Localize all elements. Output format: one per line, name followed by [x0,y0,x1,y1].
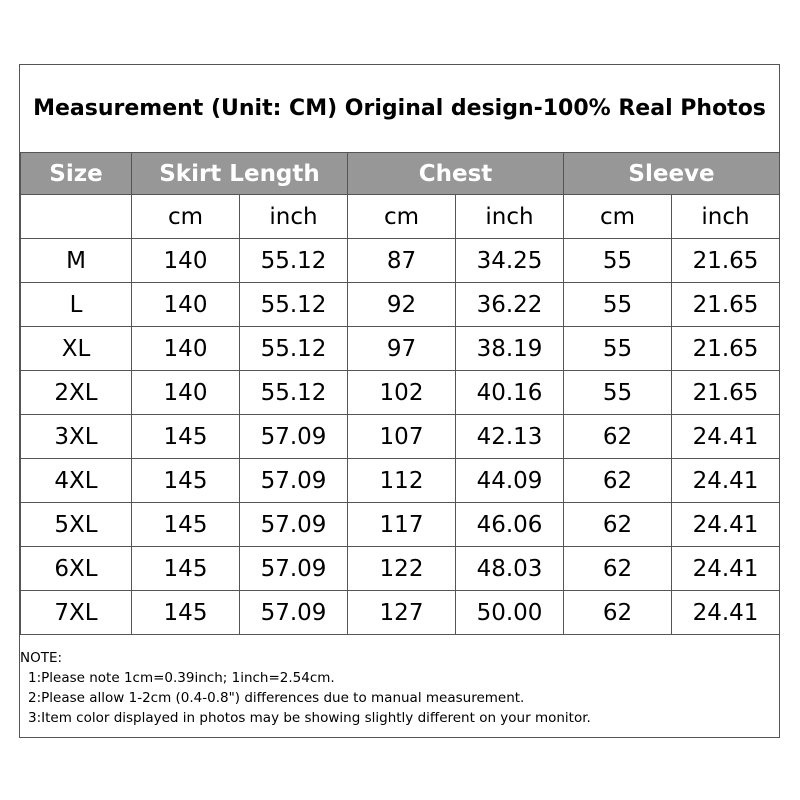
value-cell: 55.12 [240,239,348,283]
unit-cell: inch [672,195,780,239]
value-cell: 50.00 [456,591,564,635]
value-cell: 145 [132,415,240,459]
value-cell: 55.12 [240,283,348,327]
value-cell: 24.41 [672,547,780,591]
value-cell: 24.41 [672,591,780,635]
value-cell: 36.22 [456,283,564,327]
table-body [21,239,780,635]
header-chest: Chest [348,153,564,195]
value-cell: 24.41 [672,459,780,503]
units-blank-cell [21,195,132,239]
value-cell: 55 [564,327,672,371]
value-cell: 107 [348,415,456,459]
value-cell: 57.09 [240,503,348,547]
value-cell: 55.12 [240,327,348,371]
size-cell: XL [21,327,132,371]
value-cell: 62 [564,547,672,591]
size-cell: 7XL [21,591,132,635]
unit-cell: inch [456,195,564,239]
notes-heading: NOTE: [20,650,63,666]
value-cell: 62 [564,415,672,459]
note-item: 3:Item color displayed in photos may be showing slightly different on your monitor. [28,710,591,726]
value-cell: 44.09 [456,459,564,503]
header-skirt-length: Skirt Length [132,153,348,195]
value-cell: 145 [132,591,240,635]
table-row [21,327,780,371]
value-cell: 62 [564,459,672,503]
value-cell: 57.09 [240,547,348,591]
size-cell: 2XL [21,371,132,415]
value-cell: 62 [564,503,672,547]
chart-title: Measurement (Unit: CM) Original design-100% Real Photos [33,96,766,121]
size-cell: L [21,283,132,327]
value-cell: 145 [132,459,240,503]
value-cell: 55 [564,239,672,283]
value-cell: 102 [348,371,456,415]
notes-section [20,646,779,728]
value-cell: 140 [132,239,240,283]
value-cell: 57.09 [240,415,348,459]
value-cell: 24.41 [672,503,780,547]
header-size: Size [21,153,132,195]
value-cell: 140 [132,283,240,327]
value-cell: 55 [564,283,672,327]
value-cell: 127 [348,591,456,635]
value-cell: 46.06 [456,503,564,547]
value-cell: 55 [564,371,672,415]
value-cell: 145 [132,503,240,547]
note-item: 2:Please allow 1-2cm (0.4-0.8") differences due to manual measurement. [28,690,525,706]
value-cell: 38.19 [456,327,564,371]
value-cell: 21.65 [672,283,780,327]
value-cell: 122 [348,547,456,591]
value-cell: 55.12 [240,371,348,415]
units-row [21,195,780,239]
value-cell: 117 [348,503,456,547]
value-cell: 62 [564,591,672,635]
value-cell: 21.65 [672,371,780,415]
value-cell: 97 [348,327,456,371]
table-row [21,371,780,415]
size-cell: 5XL [21,503,132,547]
measurement-chart [19,64,780,738]
table-row [21,459,780,503]
value-cell: 140 [132,371,240,415]
unit-cell: cm [348,195,456,239]
size-cell: 4XL [21,459,132,503]
value-cell: 42.13 [456,415,564,459]
value-cell: 48.03 [456,547,564,591]
size-cell: 3XL [21,415,132,459]
table-row [21,547,780,591]
value-cell: 24.41 [672,415,780,459]
unit-cell: cm [132,195,240,239]
note-item: 1:Please note 1cm=0.39inch; 1inch=2.54cm. [28,670,335,686]
value-cell: 21.65 [672,327,780,371]
header-sleeve: Sleeve [564,153,780,195]
value-cell: 57.09 [240,591,348,635]
value-cell: 34.25 [456,239,564,283]
table-row [21,239,780,283]
header-row [21,153,780,195]
value-cell: 40.16 [456,371,564,415]
table-row [21,591,780,635]
table-row [21,283,780,327]
unit-cell: cm [564,195,672,239]
unit-cell: inch [240,195,348,239]
value-cell: 21.65 [672,239,780,283]
value-cell: 57.09 [240,459,348,503]
value-cell: 112 [348,459,456,503]
size-cell: 6XL [21,547,132,591]
table-row [21,415,780,459]
value-cell: 140 [132,327,240,371]
table-row [21,503,780,547]
value-cell: 92 [348,283,456,327]
value-cell: 145 [132,547,240,591]
size-table [20,152,780,635]
value-cell: 87 [348,239,456,283]
size-cell: M [21,239,132,283]
